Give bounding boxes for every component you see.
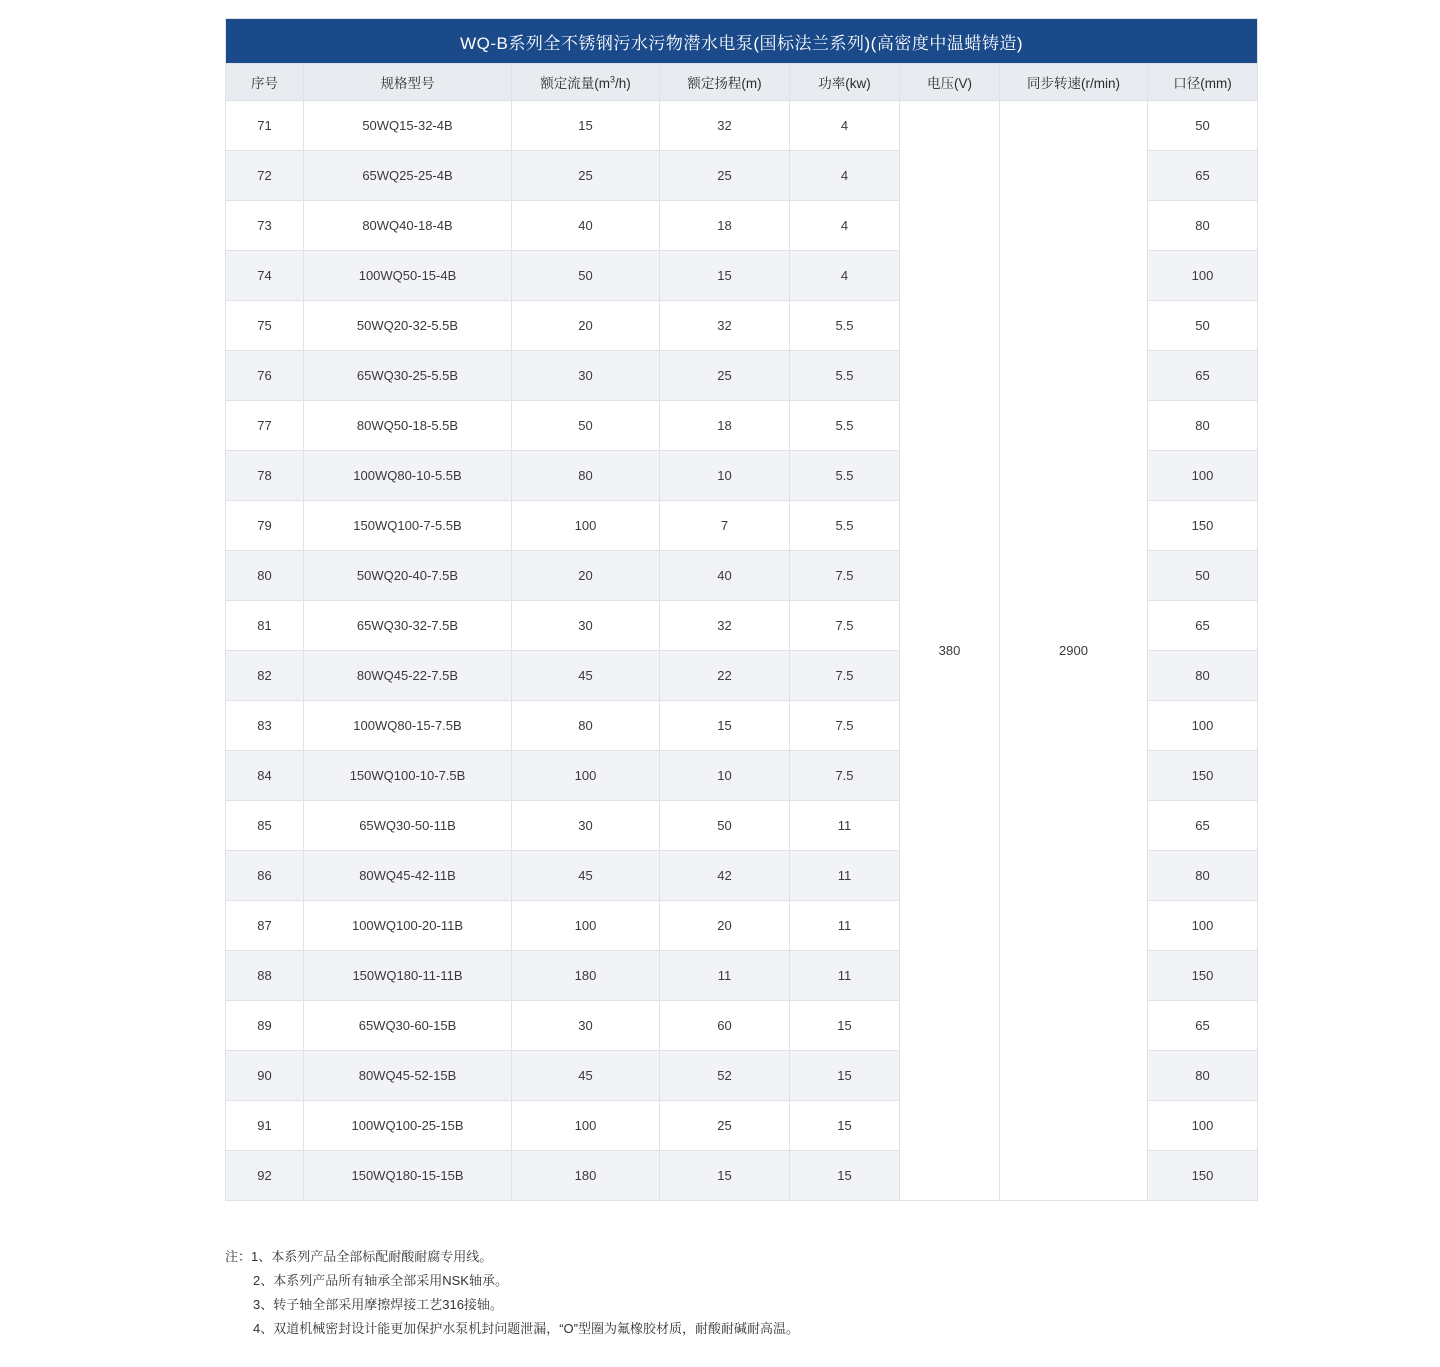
row-model: 150WQ180-15-15B	[304, 1151, 512, 1201]
row-head: 15	[660, 251, 790, 301]
note-line: 3、转子轴全部采用摩擦焊接工艺316接轴。	[253, 1297, 503, 1312]
row-power: 7.5	[790, 601, 900, 651]
row-head: 15	[660, 701, 790, 751]
column-header-flow-main: 额定流量(m	[540, 76, 610, 91]
row-bore: 80	[1148, 401, 1258, 451]
row-power: 11	[790, 901, 900, 951]
row-no: 90	[226, 1051, 304, 1101]
row-power: 15	[790, 1151, 900, 1201]
table-row	[226, 101, 1258, 151]
row-power: 11	[790, 851, 900, 901]
row-flow: 20	[512, 301, 660, 351]
row-model: 80WQ45-42-11B	[304, 851, 512, 901]
row-power: 4	[790, 151, 900, 201]
merged-voltage-cell: 380	[900, 101, 1000, 1201]
row-power: 5.5	[790, 501, 900, 551]
row-flow: 45	[512, 851, 660, 901]
row-bore: 80	[1148, 851, 1258, 901]
row-no: 89	[226, 1001, 304, 1051]
row-no: 72	[226, 151, 304, 201]
row-flow: 45	[512, 651, 660, 701]
row-head: 42	[660, 851, 790, 901]
row-power: 4	[790, 101, 900, 151]
note-line: 4、双道机械密封设计能更加保护水泵机封问题泄漏，“O”型圈为氟橡胶材质，耐酸耐碱耐高温。	[253, 1321, 800, 1336]
row-flow: 180	[512, 1151, 660, 1201]
specification-table	[225, 18, 1258, 1201]
row-model: 80WQ40-18-4B	[304, 201, 512, 251]
row-no: 82	[226, 651, 304, 701]
row-power: 15	[790, 1101, 900, 1151]
row-no: 78	[226, 451, 304, 501]
row-model: 65WQ30-60-15B	[304, 1001, 512, 1051]
row-model: 65WQ25-25-4B	[304, 151, 512, 201]
row-model: 50WQ20-32-5.5B	[304, 301, 512, 351]
row-flow: 15	[512, 101, 660, 151]
row-head: 11	[660, 951, 790, 1001]
row-head: 10	[660, 451, 790, 501]
row-flow: 180	[512, 951, 660, 1001]
row-bore: 65	[1148, 801, 1258, 851]
row-power: 5.5	[790, 401, 900, 451]
row-bore: 150	[1148, 751, 1258, 801]
row-no: 73	[226, 201, 304, 251]
row-bore: 50	[1148, 101, 1258, 151]
row-flow: 40	[512, 201, 660, 251]
row-bore: 150	[1148, 951, 1258, 1001]
column-header-bore: 口径(mm)	[1148, 64, 1258, 101]
row-model: 80WQ45-22-7.5B	[304, 651, 512, 701]
row-model: 80WQ50-18-5.5B	[304, 401, 512, 451]
row-bore: 100	[1148, 901, 1258, 951]
row-model: 100WQ80-15-7.5B	[304, 701, 512, 751]
row-power: 15	[790, 1001, 900, 1051]
row-power: 4	[790, 251, 900, 301]
row-power: 7.5	[790, 751, 900, 801]
row-no: 74	[226, 251, 304, 301]
row-bore: 80	[1148, 201, 1258, 251]
row-flow: 80	[512, 451, 660, 501]
column-header-head: 额定扬程(m)	[660, 64, 790, 101]
row-head: 15	[660, 1151, 790, 1201]
row-head: 50	[660, 801, 790, 851]
row-model: 80WQ45-52-15B	[304, 1051, 512, 1101]
row-model: 65WQ30-32-7.5B	[304, 601, 512, 651]
row-power: 5.5	[790, 451, 900, 501]
table-title: WQ-B系列全不锈钢污水污物潜水电泵(国标法兰系列)(高密度中温蜡铸造)	[226, 19, 1258, 64]
row-no: 86	[226, 851, 304, 901]
row-model: 50WQ20-40-7.5B	[304, 551, 512, 601]
row-model: 65WQ30-50-11B	[304, 801, 512, 851]
row-bore: 65	[1148, 151, 1258, 201]
row-model: 100WQ80-10-5.5B	[304, 451, 512, 501]
table-title-row	[226, 19, 1258, 64]
row-bore: 65	[1148, 1001, 1258, 1051]
row-flow: 100	[512, 751, 660, 801]
row-bore: 80	[1148, 651, 1258, 701]
row-no: 71	[226, 101, 304, 151]
column-header-flow	[512, 64, 660, 101]
row-flow: 30	[512, 1001, 660, 1051]
row-power: 4	[790, 201, 900, 251]
row-power: 5.5	[790, 351, 900, 401]
row-head: 20	[660, 901, 790, 951]
row-no: 91	[226, 1101, 304, 1151]
row-bore: 100	[1148, 701, 1258, 751]
spec-sheet	[225, 18, 1257, 1201]
row-no: 81	[226, 601, 304, 651]
column-header-flow-sup: 3	[609, 74, 615, 85]
row-model: 100WQ50-15-4B	[304, 251, 512, 301]
row-no: 83	[226, 701, 304, 751]
row-head: 18	[660, 201, 790, 251]
column-header-model: 规格型号	[304, 64, 512, 101]
row-power: 7.5	[790, 551, 900, 601]
row-flow: 45	[512, 1051, 660, 1101]
row-no: 80	[226, 551, 304, 601]
column-header-power: 功率(kw)	[790, 64, 900, 101]
row-bore: 150	[1148, 1151, 1258, 1201]
row-head: 10	[660, 751, 790, 801]
row-flow: 30	[512, 601, 660, 651]
row-no: 84	[226, 751, 304, 801]
row-no: 79	[226, 501, 304, 551]
row-power: 7.5	[790, 701, 900, 751]
row-bore: 80	[1148, 1051, 1258, 1101]
note-line: 注：1、本系列产品全部标配耐酸耐腐专用线。	[225, 1249, 493, 1264]
row-model: 100WQ100-25-15B	[304, 1101, 512, 1151]
row-bore: 100	[1148, 451, 1258, 501]
row-no: 75	[226, 301, 304, 351]
column-header-speed: 同步转速(r/min)	[1000, 64, 1148, 101]
row-flow: 25	[512, 151, 660, 201]
row-bore: 65	[1148, 601, 1258, 651]
row-head: 25	[660, 1101, 790, 1151]
row-model: 150WQ100-10-7.5B	[304, 751, 512, 801]
table-body	[226, 101, 1258, 1201]
row-head: 18	[660, 401, 790, 451]
row-power: 11	[790, 951, 900, 1001]
row-no: 88	[226, 951, 304, 1001]
row-flow: 50	[512, 401, 660, 451]
row-model: 50WQ15-32-4B	[304, 101, 512, 151]
row-power: 7.5	[790, 651, 900, 701]
row-head: 32	[660, 601, 790, 651]
column-header-no: 序号	[226, 64, 304, 101]
row-no: 92	[226, 1151, 304, 1201]
row-model: 150WQ180-11-11B	[304, 951, 512, 1001]
row-power: 15	[790, 1051, 900, 1101]
row-head: 60	[660, 1001, 790, 1051]
row-flow: 20	[512, 551, 660, 601]
row-power: 11	[790, 801, 900, 851]
row-flow: 30	[512, 801, 660, 851]
row-no: 85	[226, 801, 304, 851]
row-flow: 50	[512, 251, 660, 301]
row-flow: 30	[512, 351, 660, 401]
row-flow: 100	[512, 501, 660, 551]
row-head: 7	[660, 501, 790, 551]
row-bore: 50	[1148, 551, 1258, 601]
row-no: 87	[226, 901, 304, 951]
column-header-voltage: 电压(V)	[900, 64, 1000, 101]
row-model: 150WQ100-7-5.5B	[304, 501, 512, 551]
column-header-flow-tail: /h)	[615, 76, 631, 91]
merged-speed-cell: 2900	[1000, 101, 1148, 1201]
row-bore: 150	[1148, 501, 1258, 551]
row-head: 22	[660, 651, 790, 701]
row-head: 25	[660, 151, 790, 201]
row-bore: 65	[1148, 351, 1258, 401]
row-no: 77	[226, 401, 304, 451]
table-header-row	[226, 64, 1258, 101]
row-head: 25	[660, 351, 790, 401]
note-line: 2、本系列产品所有轴承全部采用NSK轴承。	[253, 1273, 508, 1288]
row-bore: 100	[1148, 1101, 1258, 1151]
row-model: 100WQ100-20-11B	[304, 901, 512, 951]
notes-block	[225, 1245, 799, 1341]
row-head: 52	[660, 1051, 790, 1101]
row-head: 32	[660, 301, 790, 351]
row-bore: 100	[1148, 251, 1258, 301]
row-flow: 100	[512, 901, 660, 951]
row-power: 5.5	[790, 301, 900, 351]
row-model: 65WQ30-25-5.5B	[304, 351, 512, 401]
row-head: 32	[660, 101, 790, 151]
row-head: 40	[660, 551, 790, 601]
row-no: 76	[226, 351, 304, 401]
row-bore: 50	[1148, 301, 1258, 351]
row-flow: 100	[512, 1101, 660, 1151]
row-flow: 80	[512, 701, 660, 751]
